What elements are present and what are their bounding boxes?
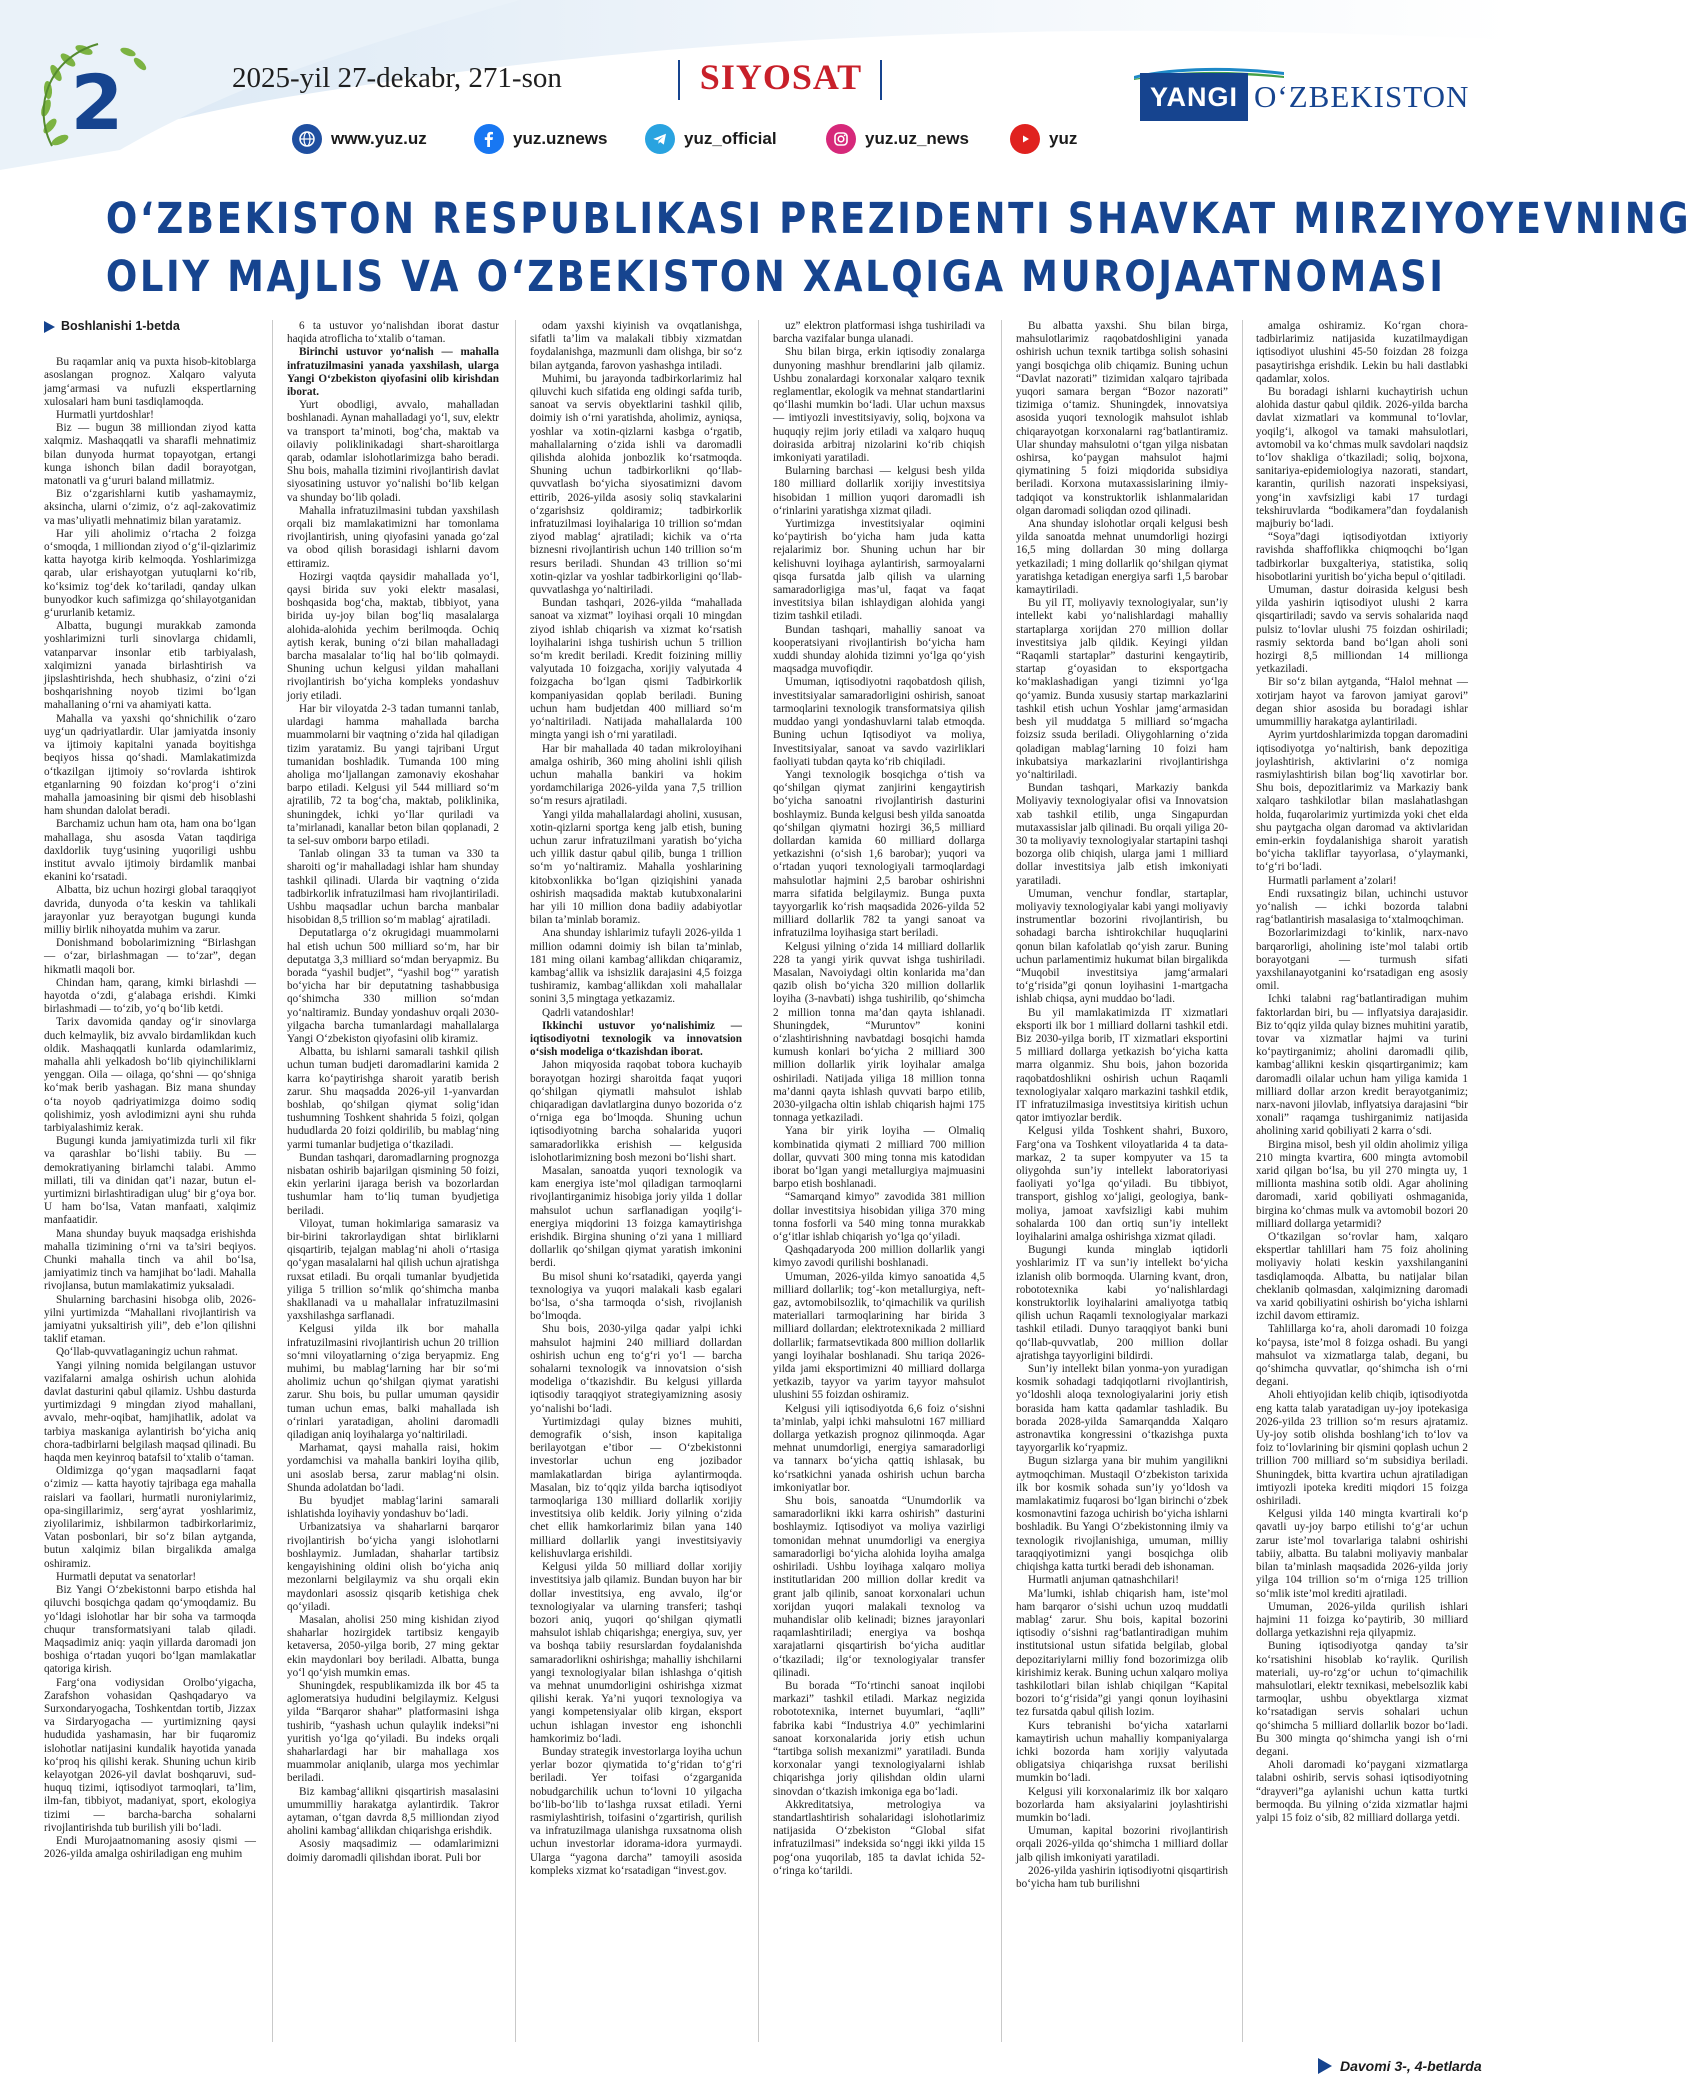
social-label: yuz.uz_news [865, 129, 969, 148]
article-paragraph: Akkreditatsiya, metrologiya va standartlashtirish sohalaridagi islohotlarimiz natijasida O‘zbekiston “Global sifat infratuzilmasi” indeksida so‘nggi ikki yilda 15 pog‘ona yuqorilab, 185 ta davlat ichida 52-o‘ringa ko‘tarildi. [773, 1798, 985, 1877]
headline-line-2: OLIY MAJLIS VA O‘ZBEKISTON XALQIGA MUROJAATNOMASI [105, 252, 1446, 302]
article-paragraph: Bu byudjet mablag‘larini samarali ishlatishda loyihaviy yondashuv bo‘ladi. [287, 1495, 499, 1521]
article-paragraph: Qo‘llab-quvvatlaganingiz uchun rahmat. [56, 1346, 238, 1359]
article-paragraph: Albatta, bu ishlarni samarali tashkil qilish uchun tuman budjeti daromadlarini kamida 2 karra ko‘paytirishga sharoit yaratib berish zarur. Shu maqsadda 2026-yil 1-yanvardan boshlab, qo‘shilgan qiymat solig‘idan tushumning Toshkent shahrida 5 foizi, qolgan hududlarda 20 foizi qoldirilib, bu mablag‘ning yarmi tumanlar budjetiga o‘tkaziladi. [287, 1046, 499, 1151]
article-paragraph: Har bir mahallada 40 tadan mikroloyihani amalga oshirib, 360 ming aholini ishli qilish uchun mahalla bankiri va hokim yordamchilariga 2026-yilda yana 7,5 trillion so‘m resurs ajratiladi. [530, 742, 742, 808]
article-paragraph: Kelgusi yilda ilk bor mahalla infratuzilmasini rivojlantirish uchun 20 trillion so‘mni viloyatlarning o‘ziga beryapmiz. Eng muhimi, bu mablag‘larning har bir so‘mi aholimiz uchun qo‘shilgan qiymat yaratishi zarur. Shu bois, bu pullar umuman qaysidir tuman uchun emas, balki mahallada ish o‘rinlari yaratadigan, aholini daromadli qiladigan aniq loyihalarga yo‘naltiriladi. [287, 1323, 499, 1442]
column-rule [758, 320, 759, 2042]
social-label: yuz [1049, 129, 1078, 148]
article-paragraph: Shu bois, 2030-yilga qadar yalpi ichki mahsulot hajmini 240 milliard dollardan oshirish uchun eng to‘g‘ri yo‘l — barcha sohalarni texnologik va innovatsion o‘sish modeliga o‘tkazishdir. Bu kelgusi yillarda iqtisodiy taraqqiyot strategiyamizning asosiy yo‘nalishi bo‘ladi. [530, 1323, 742, 1415]
article-paragraph: Ayrim yurtdoshlarimizda topgan daromadini iqtisodiyotga yo‘naltirish, bank depozitiga joylashtirish, aktivlarini o‘z nomiga rasmiylashtirish bilan bog‘liq xavotirlar bor. Shu bois, depozitlarimiz va Markaziy bank xalqaro tashkilotlar bilan maslahatlashgan holda, fuqarolarimiz yurtimizda yoki chet elda shu paytgacha olgan daromad va aktivlaridan emin-erkin foydalanishiga sharoit yaratish bo‘yicha takliflar tayyorlasa, o‘ylaymanki, to‘g‘ri bo‘ladi. [1256, 729, 1468, 874]
article-paragraph: Oldimizga qo‘ygan maqsadlarni faqat o‘zimiz — katta hayotiy tajribaga ega mahalla raislari va faollari, hurmatli nuroniylarimiz, opa-singillarimiz, serg‘ayrat yoshlarimiz, ziyolilarimiz, ishbilarmon tadbirkorlarimiz, Vatan posbonlari, bir so‘z bilan aytganda, butun xalqimiz bilan birgalikda amalga oshiramiz. [44, 1465, 256, 1570]
instagram-icon [826, 124, 856, 154]
youtube-icon [1010, 124, 1040, 154]
article-paragraph: Yana bir yirik loyiha — Olmaliq kombinatida qiymati 2 milliard 700 million dollar, quvvati 300 ming tonna mis katodidan iborat bo‘lgan yangi metallurgiya majmuasini barpo etish boshlanadi. [773, 1125, 985, 1191]
page-number: 2 [70, 58, 122, 147]
article-paragraph: Umuman, iqtisodiyotni raqobatdosh qilish, investitsiyalar samaradorligini oshirish, sanoat tarmoqlarini texnologik transformatsiya qilish muddaо yangi yondashuvlarni talab etmoqda. Buning uchun Iqtisodiyot va moliya, Investitsiyalar, sanoat va savdo vazirliklari faoliyati tubdan qayta ko‘rib chiqiladi. [773, 676, 985, 768]
social-label: yuz_official [684, 129, 777, 148]
article-paragraph: Viloyat, tuman hokimlariga samarasiz va bir-birini takrorlaydigan shtat birliklarni qisqartirib, tejalgan mablag‘ni aholi o‘rtasiga qo‘ygan masalalarni hal qilish uchun ajratishga ruxsat etiladi. Bu orqali tumanlar byudjetida yiliga 5 trillion so‘mlik qo‘shimcha manba shakllanadi va u mahallalar infratuzilmasini yaxshilashga sarflanadi. [287, 1217, 499, 1323]
continued-on-marker [1318, 2058, 1482, 2074]
headline-line-1: O‘ZBEKISTON RESPUBLIKASI PREZIDENTI SHAVKAT MIRZIYOYEVNING [105, 194, 1691, 244]
article-paragraph: Bugun sizlarga yana bir muhim yangilikni aytmoqchiman. Mustaqil O‘zbekiston tarixida ilk bor kosmik sohada sun’iy yo‘ldosh va mamlakatimiz fuqarosi bo‘lgan birinchi o‘zbek kosmonavtini fazoga uchirish bo‘yicha ishlarni boshladik. Bu Yangi O‘zbekistonning ilmiy va texnologik rivojlanishiga, umuman, milliy taraqqiyotimizni yangi bosqichga olib chiqishga katta turtki beradi deb ishonaman. [1016, 1455, 1228, 1574]
social-label: www.yuz.uz [331, 129, 427, 148]
article-paragraph: Ikkinchi ustuvor yo‘nalishimiz — iqtisodiyotni texnologik va innovatsion o‘sish modeliga o‘tkazishdan iborat. [530, 1019, 742, 1059]
column-rule [1001, 320, 1002, 2042]
article-paragraph: Birgina misol, besh yil oldin aholimiz yiliga 210 mingta kvartira, 600 mingta avtomobil xarid qilgan bo‘lsa, bu yil 270 mingta uy, 1 millionta mashina sotib oldi. Agar aholining daromadi, xarid qobiliyati oshmaganida, birgina ko‘chmas mulk va avtomobil bozori 20 milliard dollarga yetarmidi? [1256, 1138, 1468, 1230]
article-paragraph: Kurs tebranishi bo‘yicha xatarlarni kamaytirish uchun mahalliy kompaniyalarga ichki bozorda ham xorijiy valyutada obligatsiya chiqarishga ruxsat berilishi mumkin bo‘ladi. [1016, 1719, 1228, 1785]
article-paragraph: Hurmatli deputat va senatorlar! [56, 1570, 197, 1583]
article-paragraph: Shularning barchasini hisobga olib, 2026-yilni yurtimizda “Mahallani rivojlantirish va jamiyatni yuksaltirish yili”, deb e’lon qilishni taklif etaman. [44, 1293, 256, 1346]
article-paragraph: Bugungi kunda minglab iqtidorli yoshlarimiz IT va sun’iy intellekt bo‘yicha izlanish olib bormoqda. Ularning kvant, dron, robototexnika kabi yo‘nalishlardagi konstruktorlik loyihalarini amaliyotga tatbiq qilish uchun Raqamli texnologiyalar markazi tashkil etiladi. Dunyo taraqqiyot banki buni qo‘llab-quvvatlab, 200 million dollar ajratishga tayyorligini bildirdi. [1016, 1244, 1228, 1362]
brand-ozbekiston: O‘ZBEKISTON [1254, 79, 1470, 114]
article-body [44, 320, 1468, 2042]
article-paragraph: Umuman, kapital bozorini rivojlantirish orqali 2026-yilda qo‘shimcha 1 milliard dollar jalb qilish imkoniyati yaratiladi. [1016, 1825, 1228, 1864]
social-telegram[interactable] [645, 123, 777, 155]
continued-from-marker [44, 320, 256, 333]
article-paragraph: Bu albatta yaxshi. Shu bilan birga, mahsulotlarimiz raqobatdoshligini yanada oshirish uchun texnik tartibga solish sohasini yangi bosqichga olib chiqamiz. Buning uchun “Davlat nazorati” tizimidan xalqaro tajribada yuqori samara bergan “Bozor nazorati” tizimiga o‘tamiz. Shuningdek, innovatsiya asosida yuqori texnologik mahsulot ishlab chiqarayotgan korxonalarni rag‘batlantiramiz. Ular shunday mahsulotni o‘tgan yilga nisbatan oshirsa, ko‘paygan mahsulot hajmi qiymatining 5 foizi miqdorida subsidiya beriladi. Korxona mutaxassislarining ilmiy-tadqiqot va konstruktorlik ishlanmalaridan olgan daromadi soliqdan ozod qilinadi. [1016, 320, 1228, 517]
article-paragraph: Yangi yilda mahallalardagi aholini, xususan, xotin-qizlarni sportga keng jalb etish, buning uchun zarur infratuzilmani yaratish bo‘yicha uch yillik dastur qabul qilib, bunga 1 trillion so‘m yo‘naltiramiz. Mahalla yoshlarining kitobxonlikka bo‘lgan qiziqishini yanada oshirish maqsadida maktab kutubxonalarini har yili 10 million dona badiiy adabiyotlar bilan ta’minlab boramiz. [530, 808, 742, 927]
arrow-right-icon [44, 321, 55, 333]
article-paragraph: Biz — bugun 38 milliondan ziyod katta xalqmiz. Mashaqqatli va sharafli mehnatimiz bilan dunyoda hurmat topayotgan, ertangi kunga ishonch bilan dadil borayotgan, matonatli va g‘ururi baland millatmiz. [44, 422, 256, 488]
text-column-6 [1256, 320, 1468, 2042]
article-paragraph: Har bir viloyatda 2-3 tadan tumanni tanlab, ulardagi hamma mahallada barcha muammolarni bir vaqtning o‘zida hal qiladigan tizim yaratamiz. Bu yangi tajribani Urgut tumanidan boshladik. Tumanda 100 ming aholiga mo‘ljallangan zamonaviy ekoshahar barpo etiladi. Kelgusi yil 544 milliard so‘m ajratilib, 72 ta bog‘cha, maktab, poliklinika, shuningdek, ichki yo‘llar quriladi va ta’mirlanadi, kanallar beton bilan qoplanadi, 2 ta sel-suv omborи barpo etiladi. [287, 702, 499, 847]
article-paragraph: Deputatlarga o‘z okrugidagi muammolarni hal etish uchun 500 milliard so‘m, har bir deputatga 3,3 milliard so‘mdan beryapmiz. Bu borada “yashil budjet”, “yashil bog‘” yaratish bo‘yicha har bir deputatning tashabbusiga qo‘shimcha 330 million so‘mdan yo‘naltiramiz. Bunday yondashuv orqali 2030-yilgacha barcha tumanlardagi mahallalarga Yangi O‘zbekiston qiyofasini olib kiramiz. [287, 927, 499, 1045]
article-paragraph: Hurmatli parlament a’zolari! [1268, 874, 1397, 887]
article-paragraph: Biz Yangi O‘zbekistonni barpo etishda hal qiluvchi bosqichga qadam qo‘ymoqdamiz. Bu yo‘ldagi islohotlar har bir soha va tarmoqda chuqur transformatsiyani talab qiladi. Maqsadimiz aniq: yaqin yillarda daromadi jon boshiga o‘rtadan yuqori bo‘lgan mamlakatlar qatoriga kirish. [44, 1584, 256, 1676]
article-paragraph: amalga oshiramiz. Ko‘rgan chora-tadbirlarimiz natijasida kuzatilmaydigan iqtisodiyot ulushini 45-50 foizdan 28 foizga pasaytirishga erishdik. Lekin bu hali dastlabki qadamlar, xolos. [1256, 320, 1468, 385]
section-title: SIYOSAT [699, 57, 863, 97]
article-paragraph: odam yaxshi kiyinish va ovqatlanishga, sifatli ta’lim va malakali tibbiy xizmatdan foydalanishga, mazmunli dam olishga, bir so‘z bilan aytganda, farovon yashashga intiladi. [530, 320, 742, 372]
article-paragraph: Kelgusi yilning o‘zida 14 milliard dollarlik 228 ta yangi yirik quvvat ishga tushiriladi. Masalan, Navoiydagi oltin konlarida ma’dan qazib olish bo‘yicha 320 million dollarlik loyiha (3-navbati) ishga tushirilib, qo‘shimcha 2 million tonna ma’dan qayta ishlanadi. Shuningdek, “Muruntov” konini o‘zlashtirishning navbatdagi bosqichi hamda kumush konlari bo‘yicha 2 milliard 300 million dollarlik yirik loyihalar amalga oshiriladi. Natijada yiliga 18 million tonna ma’danni qayta ishlash quvvati barpo etilib, 2030-yilgacha oltin ishlab chiqarish hajmi 175 tonnaga yetkaziladi. [773, 940, 985, 1125]
article-paragraph: Kelgusi yilda 50 milliard dollar xorijiy investitsiya jalb qilamiz. Bundan buyon har bir dollar investitsiya, eng avvalo, ilg‘or texnologiyalar va ularning transferi; tashqi bozori aniq, yuqori qo‘shilgan qiymatli mahsulot ishlab chiqarishga; energiya, suv, yer va boshqa tabiiy resurslardan foydalanishda samaradorlikni oshirishga; mahalliy ishchilarni yangi texnologiyalar bilan ishlashga o‘qitish va mehnat unumdorligini oshirishga xizmat qilishi kerak. Ya’ni yuqori texnologiya va yangi kompetensiyalar olib kirgan, eksport uchun ishlagan investor eng ishonchli hamkorimiz bo‘ladi. [530, 1561, 742, 1745]
article-paragraph: Kelgusi yilda Toshkent shahri, Buxoro, Farg‘ona va Toshkent viloyatlarida 4 ta data-markaz, 2 ta super kompyuter va 15 ta oliygohda sun’iy intellekt laboratoriyasi faoliyati yo‘lga qo‘yiladi. Bu tibbiyot, transport, gishlog xo‘jaligi, geologiya, bank-moliya, jamoat xavfsizligi kabi muhim sohalarda 100 dan ortiq sun’iy intellekt loyihalarini amalga oshirishga xizmat qiladi. [1016, 1125, 1228, 1244]
article-paragraph: Umuman, venchur fondlar, startaplar, moliyaviy texnologiyalar kabi yangi moliyaviy instrumentlar bozorini rivojlantirish, bu sohadagi barcha ishtirokchilar huquqlarini qonun bilan kafolatlab qo‘yish zarur. Buning uchun parlamentimiz hukumat bilan birgalikda “Muqobil investitsiya jamg‘armalari to‘g‘risida”gi qonun loyihasini 1-martgacha ishlab chiqsa, ayni muddao bo‘ladi. [1016, 887, 1228, 1006]
telegram-icon [645, 124, 675, 154]
article-paragraph: Mahalla infratuzilmasini tubdan yaxshilash orqali biz mamlakatimizni har tomonlama rivojlantirish, uning qiyofasini yanada go‘zal va obod qilish borasidagi ishlarni davom ettiramiz. [287, 504, 499, 570]
arrow-right-icon [1318, 2058, 1332, 2074]
article-paragraph: Endi ruxsatingiz bilan, uchinchi ustuvor yo‘nalish — ichki bozorda talabni rag‘batlantirish masalasiga to‘xtalmoqchiman. [1256, 887, 1468, 927]
article-paragraph: Donishmand bobolarimizning “Birlashgan — o‘zar, birlashmagan — to‘zar”, degan hikmatli maqoli bor. [44, 937, 256, 976]
text-column-3 [530, 320, 742, 2042]
article-paragraph: Bundan tashqari, daromadlarning prognozga nisbatan oshirib bajarilgan qismining 50 foizi, ekin yerlarini ijaraga berish va bozorlardan tushumlar ham to‘liq tuman byudjetiga beriladi. [287, 1151, 499, 1217]
article-paragraph: Tanlab olingan 33 ta tuman va 330 ta sharoiti og‘ir mahalladagi ishlar ham shunday tashkil qilinadi. Ularda bir vaqtning o‘zida tadbirkorlik infratuzilmasi ham rivojlantiriladi. Ushbu maqsadlar uchun barcha manbalar hisobidan 8,5 trillion so‘m mablag‘ ajratiladi. [287, 848, 499, 927]
text-column-5 [1016, 320, 1228, 2042]
article-paragraph: Ma’lumki, ishlab chiqarish ham, iste’mol ham barqaror o‘sishi uchun uzoq muddatli mablag‘ zarur. Shu bois, kapital bozorini iqtisodiy o‘sishni rag‘batlantiradigan muhim institutsional ustun sifatida belgilab, global depozitariylarni milliy fond bozorimizga olib kirishimiz kerak. Buning uchun xalqaro moliya tashkilotlari bilan ishlab chiqilgan “Kapital bozori to‘g‘risida”gi yangi qonun loyihasini tez fursatda qabul qilish lozim. [1016, 1587, 1228, 1719]
article-paragraph: Shu bilan birga, erkin iqtisodiy zonalarga dunyoning mashhur brendlarini jalb qilamiz. Ushbu zonalardagi korxonalar xalqaro texnik reglamentlar, ekologik va mehnat standartlarini qo‘llashi mumkin bo‘ladi. Ular uchun maxsus — imtiyozli investitsiyaviy, soliq, bojxona va huquqiy rejim joriy etiladi va xalqaro huquq doirasida arbitraj nizolarini ko‘rib chiqish imkoniyati yaratiladi. [773, 346, 985, 465]
article-paragraph: Marhamat, qaysi mahalla raisi, hokim yordamchisi va mahalla bankiri loyiha qilib, uni asoslab bersa, zarur mablag‘ni olsin. Shunda adolatdan bo‘ladi. [287, 1442, 499, 1494]
article-paragraph: Qashqadaryoda 200 million dollarlik yangi kimyo zavodi qurilishi boshlanadi. [773, 1244, 985, 1270]
social-website[interactable] [292, 123, 427, 155]
article-paragraph: Bularning barchasi — kelgusi besh yilda 180 milliard dollarlik xorijiy investitsiya hisobidan 1 million yuqori daromadli ish o‘rinlarini yaratishga xizmat qiladi. [773, 465, 985, 517]
article-paragraph: Aholi daromadi ko‘paygani xizmatlarga talabni oshirib, servis sohasi iqtisodiyotning “drayveri”ga aylanishi uchun katta turtki bermoqda. Bu yilning o‘zida xizmatlar hajmi yalpi 15 foiz o‘sib, 82 milliard dollarga yetdi. [1256, 1759, 1468, 1824]
article-paragraph: Jahon miqyosida raqobat tobora kuchayib borayotgan hozirgi sharoitda faqat yuqori qo‘shilgan qiymatli mahsulot ishlab chiqaradigan davlatlargina dunyo bozorida o‘z o‘rniga ega bo‘lmoqda. Shuning uchun iqtisodiyotning barcha sohalarida yuqori samaradorlikka erishish — kelgusida islohotlarimizning bosh mezoni bo‘lishi shart. [530, 1059, 742, 1164]
article-paragraph: Urbanizatsiya va shaharlarni barqaror rivojlantirish bo‘yicha yangi islohotlarni boshlaymiz. Jumladan, shaharlar tartibsiz kengayishining oldini olish bo‘yicha aniq mezonlarni belgilaymiz va shu orqali ekin maydonlari asossiz qisqarib ketishiga chek qo‘yiladi. [287, 1521, 499, 1613]
article-paragraph: Bundan tashqari, mahalliy sanoat va kooperatsiyani rivojlantirish bo‘yicha ham xuddi shunday alohida tizimni yo‘lga qo‘yish maqsadga muvofiqdir. [773, 623, 985, 676]
article-paragraph: Yurt obodligi, avvalo, mahalladan boshlanadi. Aynan mahalladagi yo‘l, suv, elektr va transport ta’minoti, bog‘cha, maktab va oilaviy poliklinikadagi shart-sharoitlarga qarab, odamlar islohotlarimizga baho beradi. Shu bois, mahalla tizimini rivojlantirish davlat siyosatining ustuvor yo‘nalishi bo‘lib kelgan va shunday bo‘lib qoladi. [287, 399, 499, 504]
article-paragraph: Bozorlarimizdagi to‘kinlik, narx-navo barqarorligi, aholining iste’mol talabi ortib borayotgani — turmush sifati yaxshilanayotganini ko‘rsatadigan eng asosiy omil. [1256, 927, 1468, 993]
article-paragraph: Kelgusi yili korxonalarimiz ilk bor xalqaro bozorlarda ham aksiyalarini joylashtirishi mumkin bo‘ladi. [1016, 1785, 1228, 1824]
article-paragraph: Har yili aholimiz o‘rtacha 2 foizga o‘smoqda, 1 milliondan ziyod o‘g‘il-qizlarimiz katta hayotga kirib kelmoqda. Yoshlarimizga qarab, ular erishayotgan yutuqlarni ko‘rib, ko‘ksimiz tog‘dek ko‘tariladi, qanday ulkan bunyodkor kuch safimizga qo‘shilayotganidan g‘ururlanib ketamiz. [44, 527, 256, 620]
text-column-1 [44, 320, 256, 2042]
newspaper-brand [1140, 72, 1475, 122]
brand-yangi: YANGI [1140, 73, 1248, 121]
article-paragraph: Kelgusi yilda 140 mingta kvartirali ko‘p qavatli uy-joy barpo etilishi to‘g‘ar uchun zarur iste’mol tovarlariga talabni oshirishi tabiiy, albatta. Bu talabni moliyaviy manbalar bilan ta’minlash maqsadida 2026-yilda joriy yilga 104 trillion so‘m o‘rniga 125 trillion so‘mlik iste’mol krediti ajratiladi. [1256, 1508, 1468, 1600]
article-paragraph: Bu borada “To‘rtinchi sanoat inqilobi markazi” tashkil etiladi. Markaz negizida robototexnika, internet buyumlari, “aqlli” fabrika kabi “Industriya 4.0” yechimlarini sanoat korxonalarida joriy etish uchun “tartibga solish mexanizmi” yaratiladi. Bunda korxonalar yangi texnologiyalarni ishlab chiqarishga joriy qilishdan oldin ularni sinovdan o‘tkazish imkoniga ega bo‘ladi. [773, 1679, 985, 1798]
article-paragraph: Bir so‘z bilan aytganda, “Halol mehnat — xotirjam hayot va farovon jamiyat garovi” degan shior asosida bu boradagi ishlar umummilliy harakatga aylantiriladi. [1256, 676, 1468, 729]
page-header [0, 0, 1512, 170]
article-paragraph: Ana shunday ishlarimiz tufayli 2026-yilda 1 million odamni doimiy ish bilan ta’minlab, 181 ming oilani kambag‘allikdan chiqaramiz, kambag‘allik va ishsizlik darajasini 4,5 foizga tushiramiz, kambag‘allikdan xoli mahallalar sonini 3,5 mingtaga yetkazamiz. [530, 927, 742, 1006]
article-paragraph: Tahlillarga ko‘ra, aholi daromadi 10 foizga ko‘paysa, iste’mol 8 foizga oshadi. Bu yangi mahsulot va xizmatlarga talab, degani, bu qo‘shimcha quvvatlar, qo‘shimcha ish o‘rni degani. [1256, 1323, 1468, 1389]
article-paragraph: Birinchi ustuvor yo‘nalish — mahalla infratuzilmasini yanada yaxshilash, ularga Yangi O‘zbekiston qiyofasini olib kirishdan iborat. [287, 346, 499, 399]
facebook-icon [474, 124, 504, 154]
article-paragraph: Albatta, bugungi murakkab zamonda yoshlarimizni turli sinovlarga chidamli, vatanparvar insonlar etib tarbiyalash, xalqimizni yanada birlashtirish va jipslashtirishda, hech shubhasiz, o‘zini o‘zi boshqarishning noyob tizimi bo‘lgan mahallaning o‘rni va ahamiyati katta. [44, 620, 256, 712]
text-column-2 [287, 320, 499, 2042]
article-paragraph: Endi Murojaatnomaning asosiy qismi — 2026-yilda amalga oshiriladigan eng muhim [44, 1834, 256, 1861]
text-column-4 [773, 320, 985, 2042]
article-paragraph: O‘tkazilgan so‘rovlar ham, xalqaro ekspertlar tahlillari ham 75 foiz aholining moliyaviy holati keskin yaxshilanganini tasdiqlamoqda. Albatta, bu natijalar bilan cheklanib qolmasdan, xalqimizning daromadi va xarid qobiliyatini oshirish bo‘yicha ishlarni izchil davom ettiramiz. [1256, 1231, 1468, 1323]
article-paragraph: Ana shunday islohotlar orqali kelgusi besh yilda sanoatda mehnat unumdorligi hozirgi 16,5 ming dollardan 30 ming dollarga yetkaziladi; 1 ming dollarlik qo‘shilgan qiymat yaratishga ketadigan energiya sarfi 1,5 barobar kamaytiriladi. [1016, 518, 1228, 597]
article-paragraph: Shuningdek, respublikamizda ilk bor 45 ta aglomeratsiya hududini belgilaymiz. Kelgusi yilda “Barqaror shahar” platformasini ishga tushirib, “yashash uchun qulaylik indeksi”ni yuritish yo‘lga qo‘yiladi. Bu indeks orqali shaharlardagi har bir mahallaga xos muammolar aniqlanib, ularga mos yechimlar beriladi. [287, 1679, 499, 1785]
article-paragraph: Aholi ehtiyojidan kelib chiqib, iqtisodiyotda eng katta talab yaratadigan uy-joy ipotekasiga 2026-yilda 23 trillion so‘m resurs ajratamiz. Uy-joy sotib olishda boshlang‘ich to‘lov va foiz to‘lovlarining bir qismini qoplash uchun 2 trillion 700 milliard so‘m subsidiya beriladi. Shuningdek, bitta kvartira uchun ajratiladigan imtiyozli ipoteka krediti miqdori 15 foizga oshiriladi. [1256, 1389, 1468, 1508]
article-paragraph: Masalan, sanoatda yuqori texnologik va kam energiya iste’mol qiladigan tarmoqlarni rivojlantirganimiz hisobiga joriy yilda 1 dollar mahsulot uchun sarflanadigan yoqilg‘i-energiya miqdorini 13 foizga kamaytirishga erishdik. Birgina shuning o‘zi yana 1 milliard dollarlik qo‘shilgan qiymat yaratish imkonini berdi. [530, 1165, 742, 1270]
article-paragraph: Bugungi kunda jamiyatimizda turli xil fikr va qarashlar bo‘lishi tabiiy. Bu — demokratiyaning birlamchi talabi. Ammo millati, tili va dinidan qat’i nazar, butun el-yurtimizni birlashtiradigan ulug‘ bir g‘oya bor. U ham bo‘lsa, Vatan manfaati, xalqimiz manfaatidir. [44, 1135, 256, 1227]
social-youtube[interactable] [1010, 123, 1077, 155]
article-paragraph: 6 ta ustuvor yo‘nalishdan iborat dastur haqida atroflicha to‘xtalib o‘taman. [287, 320, 499, 346]
header-divider [678, 60, 680, 100]
article-paragraph: Mahalla va yaxshi qo‘shnichilik o‘zaro uyg‘un qadriyatlardir. Ular jamiyatda insoniy va ijtimoiy kapitalni yanada boyitishga beqiyos hissa qo‘shadi. Mamlakatimizda o‘tkazilgan ijtimoiy so‘rovlarda ishtirok etganlarning 90 foizdan ko‘prog‘i o‘zini mahalla jamoasining bir qismi deb hisoblashi ham shundan dalolat beradi. [44, 712, 256, 818]
article-paragraph: Bu yil IT, moliyaviy texnologiyalar, sun’iy intellekt kabi yo‘nalishlardagi mahalliy startaplarga xorijdan 270 million dollar investitsiya jalb qildik. Keyingi yildan “Raqamli startaplar” dasturini kengaytirib, startap g‘oyasidan to eksportgacha ko‘maklashadigan yangi tizimni yo‘lga qo‘yamiz. Bunda xususiy startap markazlarini tashkil etish uchun Yoshlar jamg‘armasidan besh yil muddatga 5 milliard so‘mgacha foizsiz ssuda beriladi. Oliygohlarning o‘zida qoladigan mablag‘larning 10 foizi ham inkubatsiya markazlarini rivojlantirishga yo‘naltiriladi. [1016, 597, 1228, 781]
article-paragraph: Buning iqtisodiyotga qanday ta’sir ko‘rsatishini hisoblab ko‘raylik. Qurilish materiali, uy-ro‘zg‘or uchun to‘qimachilik mahsulotlari, elektr texnikasi, mebelsozlik kabi tarmoqlar, ushbu obyektlarga xizmat ko‘rsatadigan servis sohalari uchun qo‘shimcha 5 milliard dollarlik bozor bo‘ladi. Bu 300 mingta qo‘shimcha yangi ish o‘rni degani. [1256, 1640, 1468, 1758]
issue-date: 2025-yil 27-dekabr, 271-son [232, 62, 562, 94]
article-paragraph: Biz kambag‘allikni qisqartirish masalasini umummilliy harakatga aylantirdik. Takror aytaman, o‘tgan davrda 8,5 milliondan ziyod aholini kambag‘allikdan chiqarishga erishdik. [287, 1785, 499, 1838]
article-paragraph: Mana shunday buyuk maqsadga erishishda mahalla tizimining o‘rni va ta’siri beqiyos. Chunki mahalla tinch va ahil bo‘lsa, jamiyatimiz tinch va hamjihat bo‘ladi. Mahalla rivojlansa, butun mamlakatimiz yuksaladi. [44, 1227, 256, 1293]
article-paragraph: Hurmatli anjuman qatnashchilari! [1028, 1574, 1179, 1587]
article-paragraph: Bundan tashqari, Markaziy bankda Moliyaviy texnologiyalar ofisi va Innovatsion xab tashkil etilib, unga Singapurdan mutaxassislar jalb qilinadi. Bu orqali yiliga 20-30 ta moliyaviy texnologiyalar startapini tashqi bozorga olib chiqish, ularga jami 1 milliard dollar investitsiya jalb etish imkoniyati yaratiladi. [1016, 782, 1228, 887]
article-paragraph: Bu misol shuni ko‘rsatadiki, qayerda yangi texnologiya va yuqori malakali kasb egalari bo‘lsa, o‘sha tarmoqda o‘sish, rivojlanish bo‘lmoqda. [530, 1270, 742, 1323]
article-paragraph: Bu raqamlar aniq va puxta hisob-kitoblarga asoslangan prognoz. Xalqaro valyuta jamg‘armasi va nufuzli ekspertlarning xulosalari ham buni tasdiqlamoqda. [44, 356, 256, 408]
article-paragraph: Yurtimizdagi qulay biznes muhiti, demografik o‘sish, inson kapitaliga berilayotgan e’tibor — O‘zbekistonni investorlar uchun eng jozibador mamlakatlardan biriga aylantirmoqda. Masalan, biz to‘qqiz yilda barcha iqtisodiyot tarmoqlariga 130 milliard dollarlik xorijiy investitsiya olib keldik. Joriy yilning o‘zida chet ellik hamkorlarimiz bilan yana 140 milliard dollarlik yangi investitsiyaviy kelishuvlarga erishildi. [530, 1415, 742, 1560]
social-instagram[interactable] [826, 123, 969, 155]
article-paragraph: Kelgusi yili iqtisodiyotda 6,6 foiz o‘sishni ta’minlab, yalpi ichki mahsulotni 167 milliard dollarga yetkazish prognoz qilinmoqda. Agar mehnat unumdorligi, energiya samaradorligi va tannarx bo‘yicha qattiq ishlasak, bu ko‘rsatkichni yanada oshirish uchun barcha imkoniyatlar bor. [773, 1402, 985, 1494]
article-paragraph: Farg‘ona vodiysidan Orolbo‘yigacha, Zarafshon vohasidan Qashqadaryo va Surxondaryogacha, Toshkentdan tortib, Jizzax va Sirdaryogacha — yurtimizning qaysi hududida yashamasin, har bir fuqaromiz islohotlar natijasini kundalik hayotida yanada ko‘proq his qilishi kerak. Shuning uchun kirib kelayotgan 2026-yil davlat boshqaruvi, sud-huquq tizimi, iqtisodiyot tarmoqlari, ta’lim, ilm-fan, tibbiyot, madaniyat, sport, ekologiya tizimi — barcha-barcha sohalarni rivojlantirishda tub burilish yili bo‘ladi. [44, 1676, 256, 1834]
article-paragraph: Chindan ham, qarang, kimki birlashdi — hayotda o‘zdi, g‘alabaga erishdi. Kimki birlashmadi — to‘zib, yo‘q bo‘lib ketdi. [44, 976, 256, 1016]
article-paragraph: Masalan, aholisi 250 ming kishidan ziyod shaharlar hozirgidek tartibsiz kengayib ketaversa, 2050-yilga borib, 27 ming gektar ekin maydonlari boy beriladi. Albatta, bunga yo‘l qo‘yish mumkin emas. [287, 1613, 499, 1679]
article-paragraph: “Samarqand kimyo” zavodida 381 million dollar investitsiya hisobidan yiliga 370 ming tonna fosforli va 540 ming tonna murakkab o‘g‘itlar ishlab chiqarish yo‘lga qo‘yiladi. [773, 1191, 985, 1244]
article-paragraph: 2026-yilda yashirin iqtisodiyotni qisqartirish bo‘yicha ham tub burilishni [1016, 1864, 1228, 1890]
article-paragraph: Hurmatli yurtdoshlar! [56, 409, 154, 422]
article-paragraph: Yangi texnologik bosqichga o‘tish va qo‘shilgan qiymat zanjirini kengaytirish bo‘yicha sanoatni rivojlantirish dasturini boshlaymiz. Bunda kelgusi besh yilda sanoatda qo‘shilgan qiymatni hozirgi 36,5 milliard dollardan kamida 60 milliard dollarga yetkazishni (o‘sish 1,6 barobar); yuqori va o‘rtadan yuqori texnologiyali tarmoqlardagi mahsulotlar hajmini 2,5 barobar oshirishni marra sifatida belgilaymiz. Bunga puxta tayyorgarlik ko‘rish maqsadida 2026-yilda 52 milliard dollarlik 782 ta yangi sanoat va infratuzilma loyihasiga start beriladi. [773, 768, 985, 940]
continued-on-label: Davomi 3-, 4-betlarda [1340, 2058, 1482, 2074]
article-paragraph: Umuman, dastur doirasida kelgusi besh yilda yashirin iqtisodiyot ulushi 2 karra qisqartiriladi; savdo va servis sohalarida naqd pulsiz to‘lovlar ulushi 75 foizdan oshiriladi; rasmiy sektorda band bo‘lgan aholi soni hozirgi 8,5 milliondan 14 millionga yetkaziladi. [1256, 584, 1468, 676]
article-paragraph: Ichki talabni rag‘batlantiradigan muhim faktorlardan biri, bu — inflyatsiya darajasidir. Biz to‘qqiz yilda qulay biznes muhitini yaratib, tovar va xizmatlar hajmi va turini ko‘paytirganimiz; aholini daromadli qilib, kambag‘allikni keskin qisqartirganimiz; kam daromadli oilalar uchun ham yiliga kamida 1 milliard dollar arzon kredit berayotganimiz; narx-navoni jilovlab, inflyatsiya darajasini “bir xonali” raqamga tushirganimiz natijasida aholining xarid qobiliyati 2 karra o‘sdi. [1256, 993, 1468, 1138]
article-paragraph: Bu boradagi ishlarni kuchaytirish uchun alohida dastur qabul qildik. 2026-yilda barcha davlat xizmatlari va kommunal to‘lovlar, yoqilg‘i, alkogol va tamaki mahsulotlari, avtomobil va ko‘chmas mulk savdolari naqdsiz to‘lov shakliga o‘tkaziladi; soliq, bojxona, sanitariya-epidemiologiya nazorati, standart, karantin, qurilish nazorati inspeksiyasi, yong‘in xavfsizligi kabi 17 turdagi tekshiruvlarda “bodikamera”dan foydalanish majburiy bo‘ladi. [1256, 386, 1468, 531]
article-paragraph: Asosiy maqsadimiz — odamlarimizni doimiy daromadli qilishdan iborat. Puli bor [287, 1838, 499, 1864]
article-headline [0, 190, 1691, 306]
article-paragraph: Barchamiz uchun ham ota, ham ona bo‘lgan mahallaga, shu asosda Vatan taqdiriga daxldorlik tuyg‘usining yuqoriligi ushbu institut avvalo ijtimoiy birdamlik manbai ekanini ko‘rsatadi. [44, 818, 256, 884]
article-paragraph: Muhimi, bu jarayonda tadbirkorlarimiz hal qiluvchi kuch sifatida eng oldingi safda turib, sanoat va servis obyektlarini tashkil qilib, doimiy ish o‘rni yaratishda, aholimiz, ayniqsa, yoshlar va xotin-qizlarni kasbga o‘rgatib, mahallalarning o‘zida ishli va daromadli qilishda alohida jonbozlik ko‘rsatmoqda. Shuning uchun tadbirkorlikni qo‘llab-quvvatlash bo‘yicha siyosatimizni davom ettirib, 2026-yilda asosiy soliq stavkalarini o‘zgarishsiz qoldiramiz; tadbirkorlik infratuzilmasi loyihalariga 10 trillion so‘mdan ziyod mablag‘ ajratiladi; kichik va o‘rta biznesni rivojlantirish uchun 140 trillion so‘m resurs beriladi. Shundan 43 trillion so‘mi xotin-qizlar va yoshlar tadbirkorligini qo‘llab-quvvatlashga yo‘naltiriladi. [530, 372, 742, 597]
article-paragraph: Yangi yilning nomida belgilangan ustuvor vazifalarni amalga oshirish uchun alohida davlat dasturini qabul qilamiz. Ushbu dasturda yurtimizdagi 9 mingdan ziyod mahallani, avvalo, mehr-oqibat, hamjihatlik, adolat va tarbiya maskaniga aylantirish bo‘yicha aniq chora-tadbirlarni belgilash maqsad qilinadi. Bu haqda men keyinroq batafsil to‘xtalib o‘taman. [44, 1359, 256, 1465]
article-paragraph: Sun’iy intellekt bilan yonma-yon yuradigan kosmik sohadagi tadqiqotlarni rivojlantirish, yo‘ldoshli aloqa texnologiyalarini joriy etish borasida ham katta qadamlar tashladik. Bu borada 2028-yilda Samarqandda Xalqaro astronavtika kongressini o‘tkazishga puxta tayyorgarlik ko‘ryapmiz. [1016, 1363, 1228, 1455]
article-paragraph: “Soya”dagi iqtisodiyotdan ixtiyoriy ravishda shaffoflikka chiqmoqchi bo‘lgan tadbirkorlar buxgalteriya, statistika, soliq hisobotlarini yuritish bo‘yicha bepul o‘qitiladi. [1256, 531, 1468, 583]
article-paragraph: Yurtimizga investitsiyalar oqimini ko‘paytirish bo‘yicha ham juda katta rejalarimiz bor. Shuning uchun har bir kelishuvni loyihaga aylantirish, sarmoyalarni qisqa fursatda jalb qilish va ularning samaradorligiga mas’ul, faqat va faqat investitsiya bilan ishlaydigan alohida yangi tizim tashkil etiladi. [773, 518, 985, 623]
article-paragraph: Bu yil mamlakatimizda IT xizmatlari eksporti ilk bor 1 milliard dollarni tashkil etdi. Biz 2030-yilga borib, IT xizmatlari eksportini 5 milliard dollarga yetkazish bo‘yicha katta marra olganmiz. Shu bois, jahon bozorida raqobatdoshlikni oshirish uchun Raqamli texnologiyalar xalqaro markazini tashkil etdik, IT infratuzilmasiga investitsiya kiritish uchun qator imtiyozlar berdik. [1016, 1006, 1228, 1125]
article-paragraph: Tarix davomida qanday og‘ir sinovlarga duch kelmaylik, biz avvalo birdamlikdan kuch oldik. Mashaqqatli kunlarda odamlarimiz, mahalla ahli yelkadosh bo‘lib qiyinchiliklarni yenggan. Oila — oilaga, qo‘shni — qo‘shniga ko‘mak berib yashagan. Biz mana shunday o‘ta noyob qadriyatimizga doimo sodiq qolishimiz, yosh avlodimizni ayni shu ruhda tarbiyalashimiz kerak. [44, 1016, 256, 1134]
article-paragraph: Shu bois, sanoatda “Unumdorlik va samaradorlikni ikki karra oshirish” dasturini boshlaymiz. Iqtisodiyot va moliya vazirligi tomonidan mehnat unumdorligi va energiya samaradorligi bo‘yicha alohida loyiha amalga oshiriladi. Ushbu loyihaga xalqaro moliya institutlaridan 200 million dollar kredit va grant jalb qilinib, sanoat korxonalari uchun xorijdan yuqori malakali texnolog va muhandislar olib kelinadi; biznes jarayonlari raqamlashtiriladi; energiya va boshqa xarajatlarni qisqartirish bo‘yicha auditlar o‘tkaziladi; ilg‘or texnologiyalar transfer qilinadi. [773, 1495, 985, 1679]
header-divider [880, 60, 882, 100]
article-paragraph: uz” elektron platformasi ishga tushiriladi va barcha vazifalar bunga ulanadi. [773, 320, 985, 346]
article-paragraph: Umuman, 2026-yilda kimyo sanoatida 4,5 milliard dollarlik; tog‘-kon metallurgiya, neft-gaz, avtomobilsozlik, to‘qimachilik va qurilish materiallari tarmoqlarining har birida 3 milliard dollardan; elektrotexnikada 2 milliard dollarlik; farmatsevtikada 800 million dollarlik yangi loyihalar boshlanadi. Shu tariqa 2026-yilda jami eksportimizni 40 milliard dollarga yetkazib, tayyor va yarim tayyor mahsulot ulushini 55 foizdan oshiramiz. [773, 1270, 985, 1402]
column-rule [515, 320, 516, 2042]
article-paragraph: Umuman, 2026-yilda qurilish ishlari hajmini 11 foizga ko‘paytirib, 30 milliard dollarga yetkazishni reja qilyapmiz. [1256, 1600, 1468, 1640]
article-paragraph: Bundan tashqari, 2026-yilda “mahallada sanoat va xizmat” loyihasi orqali 10 mingdan ziyod ishlab chiqarish va xizmat ko‘rsatish loyihalarini ishga tushirish uchun 5 trillion so‘m kredit beriladi. Kredit foizining milliy valyutada 10 foizgacha, xorijiy valyutada 4 foizgacha bo‘lgan qismi Tadbirkorlik kompaniyasidan qoplab beriladi. Buning uchun ham budjetdan 400 milliard so‘m yo‘naltiriladi. Natijada mahallalarda 100 mingta yangi ish o‘rni yaratiladi. [530, 597, 742, 742]
article-paragraph: Bunday strategik investorlarga loyiha uchun yerlar bozor qiymatida to‘g‘ridan to‘g‘ri beriladi. Yer toifasi o‘zgarganida nobudgarchilik uchun to‘lovni 10 yilgacha bo‘lib-bo‘lib to‘lashga ruxsat etiladi. Yerni rasmiylashtirish, toifasini o‘zgartirish, qurilish va infratuzilmaga ulanishga ruxsatnoma olish uchun investorlar idorama-idora yurmaydi. Ularga “yagona darcha” tamoyili asosida kompleks xizmat ko‘rsatadigan “invest.gov. [530, 1745, 742, 1877]
article-paragraph: Albatta, biz uchun hozirgi global taraqqiyot davrida, dunyoda o‘ta keskin va tahlikali jarayonlar yuz berayotgan bugungi kunda milliy birlik nihoyatda muhim va zarur. [44, 884, 256, 936]
social-facebook[interactable] [474, 123, 607, 155]
globe-icon [292, 124, 322, 154]
article-paragraph: Hozirgi vaqtda qaysidir mahallada yo‘l, qaysi birida suv yoki elektr masalasi, boshqasida bog‘cha, maktab, tibbiyot, yana birida uy-joy bilan bog‘liq masalalarga alohida-alohida yechim berilmoqda. Ochiq aytish kerak, buning o‘zi bilan mahalladagi barcha masalalar to‘liq hal bo‘lib qolmaydi. Shuning uchun kelgusi yildan mahallani rivojlantirish bo‘yicha kompleks yondashuv joriy etiladi. [287, 570, 499, 702]
article-paragraph: Qadrli vatandoshlar! [542, 1006, 635, 1019]
column-rule [1242, 320, 1243, 2042]
continued-from-label: Boshlanishi 1-betda [61, 319, 180, 333]
social-label: yuz.uznews [513, 129, 608, 148]
article-paragraph: Biz o‘zgarishlarni kutib yashamaymiz, aksincha, ularni o‘zimiz, o‘z aql-zakovatimiz va mas’uliyatli mehnatimiz bilan yaratamiz. [44, 488, 256, 527]
column-rule [272, 320, 273, 2042]
